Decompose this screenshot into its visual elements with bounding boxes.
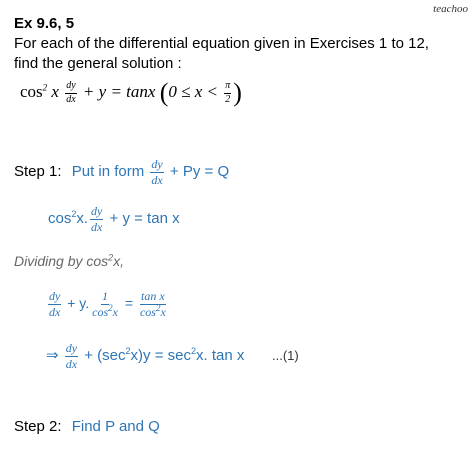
implies-arrow: ⇒ — [46, 347, 59, 365]
eq3-dydx: $\frac{dy}{dx}$ — [49, 289, 61, 319]
eq2-square: 2 — [71, 209, 77, 220]
step-2-label: Step 2: — [14, 418, 62, 435]
eq3-plus-y: + y. — [67, 294, 90, 311]
eq3-recip: $\frac{1}{\cos^2x}$ — [92, 289, 118, 319]
step-1-dydx: $\frac{dy}{dx}$ — [151, 157, 163, 187]
eq-rhs: + y = tanx — [82, 81, 156, 101]
question-line-1: For each of the differential equation given in Exercises 1 to 12, — [14, 35, 429, 52]
step-1-text: Put in form — [71, 163, 145, 181]
eq2-x: x. — [76, 210, 89, 228]
eq3-equals: = — [124, 294, 134, 311]
equation-ref-1: ...(1) — [272, 348, 299, 363]
eq-pi-over-2: $\frac{\pi}{2}$ — [225, 80, 231, 105]
step-1-tail: + Py = Q — [169, 163, 230, 181]
eq-cos: cos — [20, 81, 43, 101]
question-line-2: find the general solution : — [14, 55, 182, 72]
exercise-title: Ex 9.6, 5 — [14, 15, 75, 32]
eq-condition: 0 ≤ x < — [168, 81, 218, 101]
step-2-text: Find P and Q — [71, 418, 160, 435]
step-1 — [14, 158, 229, 186]
eq-x: x — [47, 81, 59, 101]
brand-logo: teachoo — [433, 3, 468, 15]
eq2-cos: cos — [48, 210, 72, 228]
main-equation — [20, 80, 242, 106]
eq-rparen: ) — [233, 78, 242, 107]
eq2-tail: + y = tan x — [109, 210, 180, 228]
equation-4: ⇒ $\frac{dy}{dx}$ + $(\sec^2x)y = \sec^2x$. tan x — [46, 341, 245, 371]
dividing-note: Dividing by $\cos^2x$, — [14, 252, 125, 269]
equation-3 — [46, 290, 169, 318]
eq4-dydx: $\frac{dy}{dx}$ — [65, 341, 78, 371]
eq3-tan-frac: $\frac{\text{tan x}}{\cos^2x}$ — [139, 289, 166, 319]
step-2 — [14, 418, 160, 435]
step-1-label: Step 1: — [14, 163, 62, 181]
eq2-dydx: $\frac{dy}{dx}$ — [91, 204, 103, 234]
equation-2 — [48, 205, 180, 233]
eq-square: 2 — [42, 82, 48, 93]
eq-lparen: ( — [159, 78, 169, 107]
eq-dydx: $\frac{dy}{dx}$ — [66, 80, 76, 105]
